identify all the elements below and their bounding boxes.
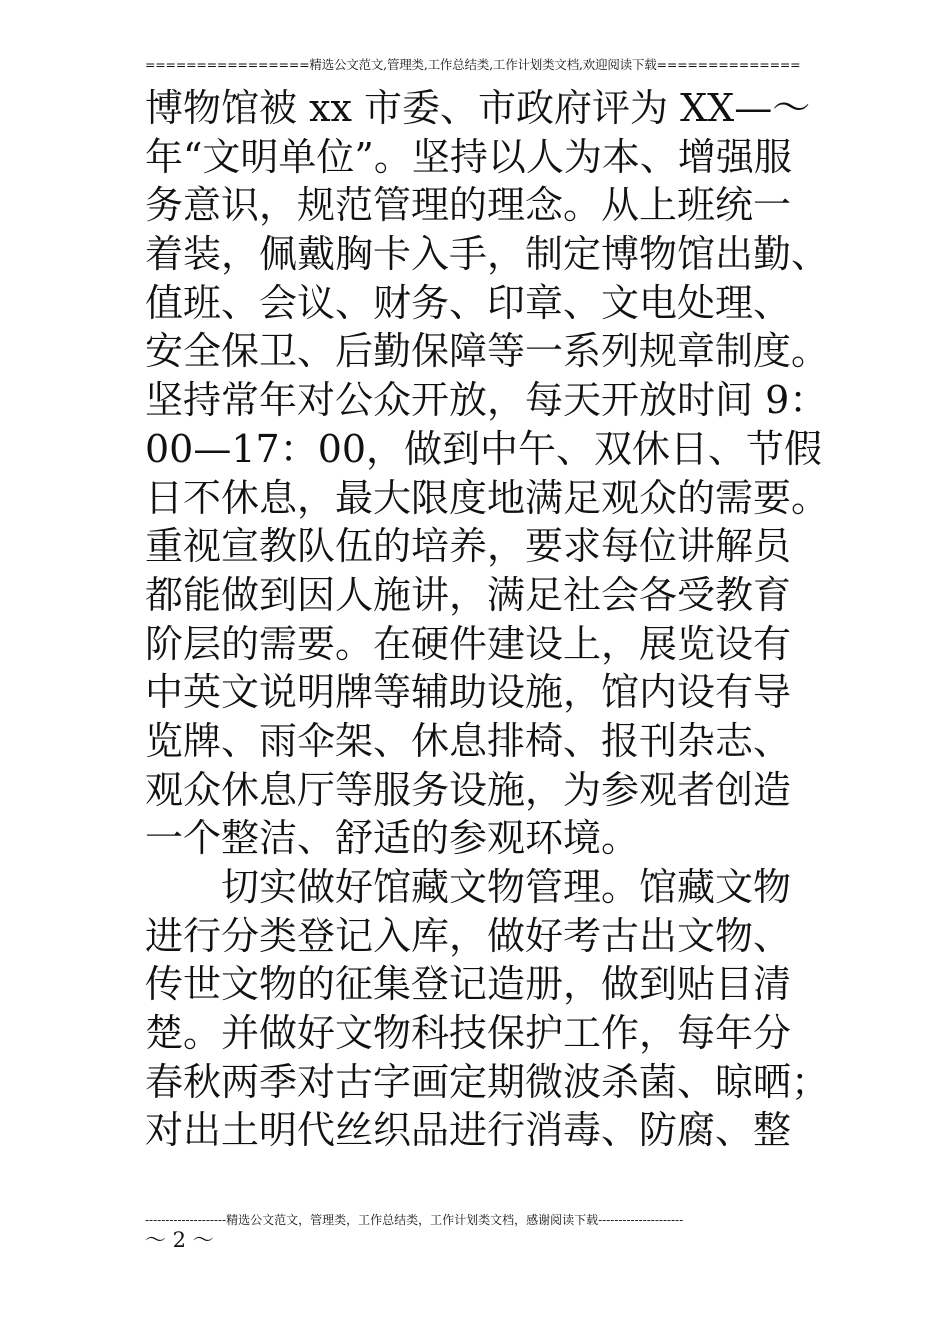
text-line: 值班、会议、财务、印章、文电处理、: [145, 280, 792, 325]
text-line: 00—17：00，做到中午、双休日、节假: [145, 426, 823, 471]
text-line: 传世文物的征集登记造册，做到贴目清: [145, 962, 792, 1007]
text-line: 博物馆被 xx 市委、市政府评为 XX—～: [145, 86, 811, 130]
text-line: 楚。并做好文物科技保护工作，每年分: [145, 1011, 792, 1056]
text-line: 坚持常年对公众开放，每天开放时间 9：: [145, 378, 828, 423]
text-line: 务意识，规范管理的理念。从上班统一: [145, 183, 792, 228]
text-line: 览牌、雨伞架、休息排椅、报刊杂志、: [145, 718, 792, 763]
text-line: 年“文明单位”。坚持以人为本、增强服: [145, 134, 792, 179]
text-line: 阶层的需要。在硬件建设上，展览设有: [145, 621, 792, 666]
text-line: 着装，佩戴胸卡入手，制定博物馆出勤、: [145, 232, 830, 277]
page-number: ～ 2 ～: [145, 1228, 214, 1252]
text-line: 重视宣教队伍的培养，要求每位讲解员: [145, 524, 792, 569]
text-line: 中英文说明牌等辅助设施，馆内设有导: [145, 670, 792, 715]
text-line: 都能做到因人施讲，满足社会各受教育: [145, 572, 792, 617]
document-body: [145, 84, 830, 1155]
text-line: 日不休息，最大限度地满足观众的需要。: [145, 475, 830, 520]
page-footer: --------------------精选公文范文，管理类，工作总结类，工作计划类文档，感谢阅读下载---------------------: [145, 1213, 684, 1227]
text-line: 进行分类登记入库，做好考古出文物、: [145, 913, 792, 958]
text-line: 观众休息厅等服务设施，为参观者创造: [145, 767, 792, 812]
text-line: 安全保卫、后勤保障等一系列规章制度。: [145, 329, 830, 374]
text-line: 一个整洁、舒适的参观环境。: [145, 816, 640, 861]
text-line: 春秋两季对古字画定期微波杀菌、晾晒；: [145, 1059, 830, 1104]
text-line: 切实做好馆藏文物管理。馆藏文物: [145, 865, 792, 909]
page-header: ================精选公文范文,管理类,工作总结类,工作计划类文档,欢迎阅读下载==============: [145, 57, 801, 72]
text-line: 对出土明代丝织品进行消毒、防腐、整: [145, 1108, 792, 1153]
